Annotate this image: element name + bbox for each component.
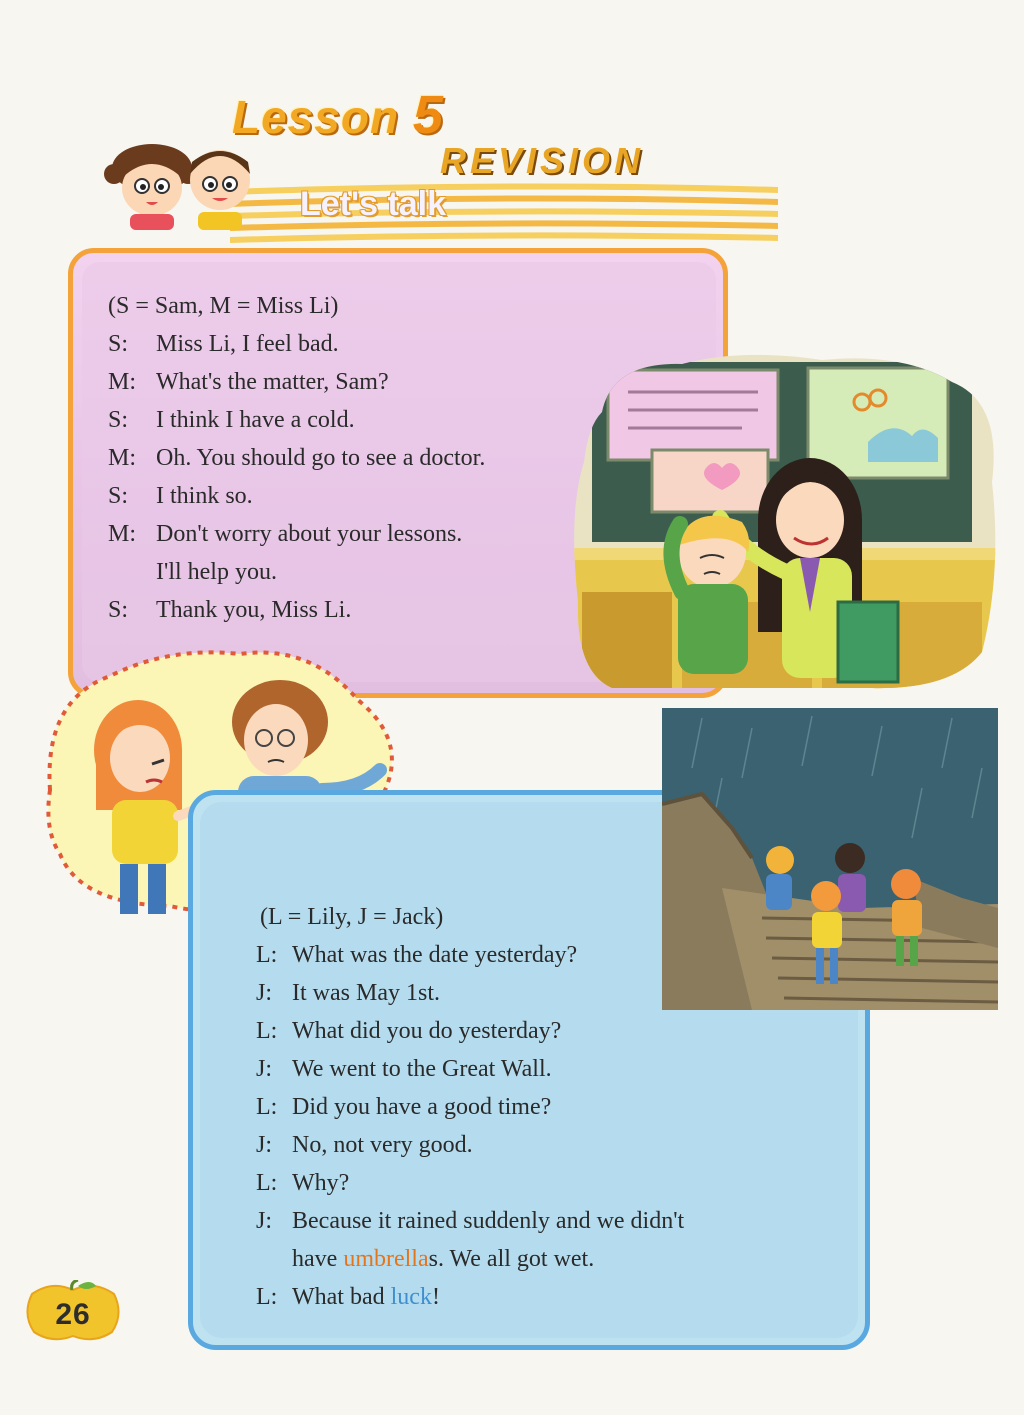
dialogue-line bbox=[256, 1202, 816, 1240]
vocab-luck: luck bbox=[390, 1284, 432, 1310]
page-number: 26 bbox=[55, 1298, 91, 1331]
dialogue-line bbox=[256, 1126, 816, 1164]
great-wall-rain-illustration bbox=[662, 708, 998, 1010]
speaker: L: bbox=[256, 942, 278, 968]
line-text: have umbrellas. We all got wet. bbox=[292, 1246, 595, 1272]
lesson-number: 5 bbox=[412, 85, 444, 145]
dialogue-line bbox=[256, 1164, 816, 1202]
dialogue-line bbox=[108, 325, 628, 363]
speaker: M: bbox=[108, 521, 137, 547]
speaker: S: bbox=[108, 597, 129, 623]
line-text: We went to the Great Wall. bbox=[292, 1056, 552, 1082]
kids-mascot-icon bbox=[100, 140, 270, 230]
speaker: S: bbox=[108, 331, 129, 357]
line-text: What did you do yesterday? bbox=[292, 1018, 562, 1044]
revision-heading: REVISION bbox=[440, 140, 645, 181]
speaker bbox=[108, 553, 156, 591]
dialogue-line bbox=[108, 591, 628, 629]
dialogue-line bbox=[108, 363, 628, 401]
speaker: L: bbox=[256, 1018, 278, 1044]
cast-text: (L = Lily, J = Jack) bbox=[260, 904, 444, 930]
line-text: No, not very good. bbox=[292, 1132, 473, 1158]
line-text: It was May 1st. bbox=[292, 980, 440, 1006]
speaker: J: bbox=[256, 1056, 273, 1082]
line-text: I'll help you. bbox=[156, 559, 277, 585]
dialogue-line bbox=[256, 1278, 816, 1316]
dialogue-line-continued bbox=[256, 1240, 816, 1278]
line-text: What bad luck! bbox=[292, 1284, 440, 1310]
line-text: Did you have a good time? bbox=[292, 1094, 552, 1120]
line-text: I think so. bbox=[156, 483, 253, 509]
line-text: Why? bbox=[292, 1170, 350, 1196]
speaker: L: bbox=[256, 1170, 278, 1196]
lesson-word: Lesson bbox=[232, 91, 400, 143]
dialogue-line bbox=[108, 515, 628, 553]
classroom-illustration bbox=[572, 352, 1002, 692]
dialogue-line bbox=[108, 553, 628, 591]
section-heading: Let's talk bbox=[300, 185, 447, 223]
speaker: M: bbox=[108, 445, 137, 471]
dialogue-1 bbox=[108, 287, 628, 629]
line-text: Miss Li, I feel bad. bbox=[156, 331, 339, 357]
speaker: L: bbox=[256, 1094, 278, 1120]
dialogue-line bbox=[256, 1050, 816, 1088]
dialogue-1-cast bbox=[108, 287, 628, 325]
dialogue-line bbox=[256, 1088, 816, 1126]
line-text: What was the date yesterday? bbox=[292, 942, 578, 968]
line-text: Don't worry about your lessons. bbox=[156, 521, 463, 547]
line-text: What's the matter, Sam? bbox=[156, 369, 389, 395]
lesson-title bbox=[232, 84, 444, 146]
speaker: L: bbox=[256, 1284, 278, 1310]
speaker: J: bbox=[256, 980, 273, 1006]
line-text: Oh. You should go to see a doctor. bbox=[156, 445, 486, 471]
dialogue-line bbox=[108, 477, 628, 515]
speaker: M: bbox=[108, 369, 137, 395]
vocab-umbrella: umbrella bbox=[343, 1246, 429, 1272]
speaker: S: bbox=[108, 407, 129, 433]
line-text: Because it rained suddenly and we didn't bbox=[292, 1208, 685, 1234]
speaker: J: bbox=[256, 1208, 273, 1234]
dialogue-line bbox=[108, 401, 628, 439]
cast-text: (S = Sam, M = Miss Li) bbox=[108, 293, 339, 319]
dialogue-line bbox=[108, 439, 628, 477]
speaker: S: bbox=[108, 483, 129, 509]
line-text: I think I have a cold. bbox=[156, 407, 355, 433]
line-text: Thank you, Miss Li. bbox=[156, 597, 352, 623]
speaker: J: bbox=[256, 1132, 273, 1158]
dialogue-line bbox=[256, 1012, 816, 1050]
